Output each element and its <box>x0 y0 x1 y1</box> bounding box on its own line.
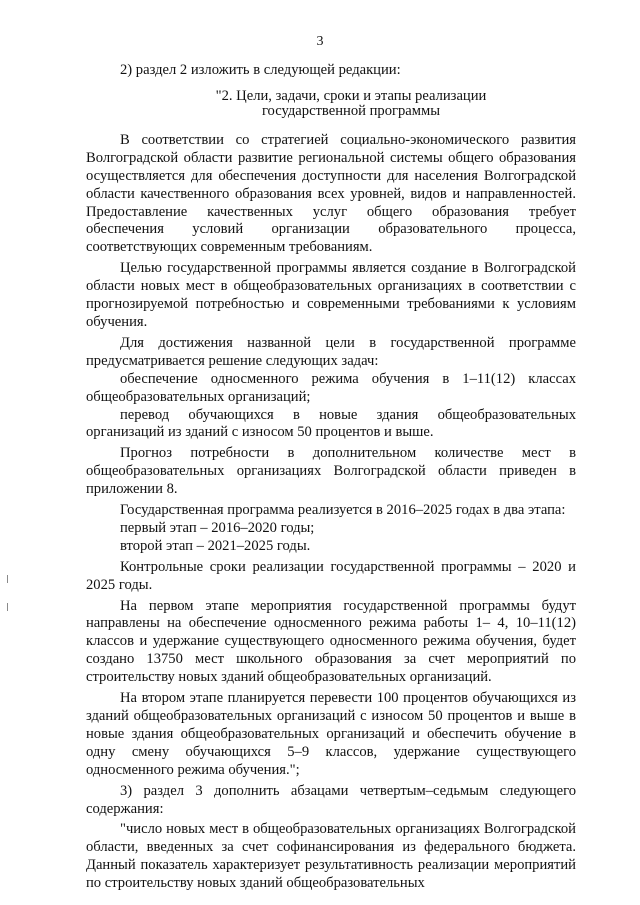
paragraph: На первом этапе мероприятия государственной программы будут направлены на обеспечение односменного режима работы 1– 4, 10–11(12) классов и удержание существующего односменного режима обучения, будет создано 13750 мест школьного образования за счет мероприятий по строительству новых зданий общеобразовательных организаций. <box>86 597 576 686</box>
page-number: 3 <box>316 34 324 49</box>
paragraph: перевод обучающихся в новые здания общеобразовательных организаций из зданий с износом 50 процентов и выше. <box>86 406 576 441</box>
paragraph: первый этап – 2016–2020 годы; <box>120 519 315 536</box>
section-heading-line-2: государственной программы <box>261 103 441 120</box>
paragraph: Контрольные сроки реализации государственной программы – 2020 и 2025 годы. <box>86 558 576 593</box>
paragraph: Для достижения названной цели в государственной программе предусматривается решение следующих задач: <box>86 334 576 369</box>
paragraph: На втором этапе планируется перевести 100 процентов обучающихся из зданий общеобразовательных организаций с износом 50 процентов и выше в новые здания общеобразовательных организаций и обеспечить обучение в одну смену обучающихся 5–9 классов, удержание существующего односменного режима обучения."; <box>86 690 576 778</box>
paragraph: "число новых мест в общеобразовательных организациях Волгоградской области, введенных за счет софинансирования из федерального бюджета. Данный показатель характеризует результативность реализации мероприятий по строительству новых зданий общеобразовательных <box>86 821 576 892</box>
scan-artifact-mark <box>7 603 8 611</box>
section-heading <box>86 89 576 120</box>
paragraph: Прогноз потребности в дополнительном количестве мест в общеобразовательных организациях Волгоградской области приведен в приложении 8. <box>86 445 576 498</box>
section-heading-line-1: "2. Цели, задачи, сроки и этапы реализации <box>215 87 487 104</box>
paragraph: В соответствии со стратегией социально-экономического развития Волгоградской области развитие региональной системы общего образования осуществляется для обеспечения доступности для населения Волгоградской области качественного образования всех уровней, видов и направленностей. Предоставление качественных услуг общего образования требует обеспечения условий организации образовательного процесса, соответствующих современным требованиям. <box>86 131 576 256</box>
scan-artifact-mark <box>7 575 8 583</box>
amendment-intro: 2) раздел 2 изложить в следующей редакции: <box>120 62 401 78</box>
paragraph: 3) раздел 3 дополнить абзацами четвертым–седьмым следующего содержания: <box>86 782 576 817</box>
paragraph: обеспечение односменного режима обучения в 1–11(12) классах общеобразовательных организаций; <box>86 370 576 405</box>
document-body <box>86 62 576 893</box>
paragraph: второй этап – 2021–2025 годы. <box>120 537 311 554</box>
paragraph: Государственная программа реализуется в 2016–2025 годах в два этапа: <box>120 502 566 519</box>
paragraph: Целью государственной программы является создание в Волгоградской области новых мест в общеобразовательных организациях в соответствии с прогнозируемой потребностью и современными требованиями к условиям обучения. <box>86 260 576 330</box>
